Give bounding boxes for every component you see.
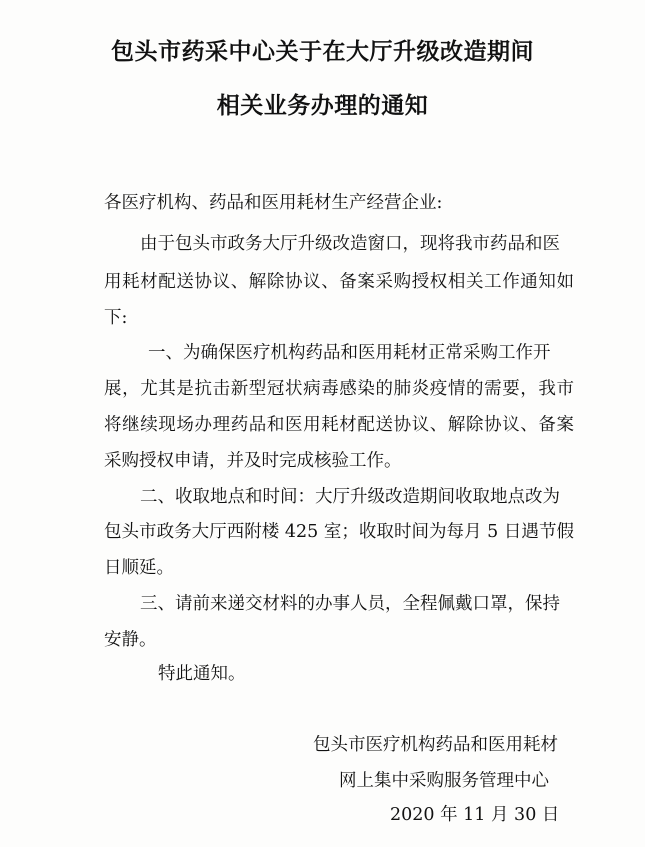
- item-3-line-2: 安静。: [104, 630, 157, 650]
- intro-line-1: 由于包头市政务大厅升级改造窗口，现将我市药品和医: [140, 234, 560, 254]
- intro-line-3: 下:: [104, 308, 128, 328]
- notice-title-line2: 相关业务办理的通知: [216, 93, 429, 119]
- item-1-line-2: 展，尤其是抗击新型冠状病毒感染的肺炎疫情的需要，我市: [104, 379, 574, 399]
- item-1-line-4: 采购授权申请，并及时完成核验工作。: [104, 451, 402, 471]
- item-3-line-1: 三、请前来递交材料的办事人员，全程佩戴口罩，保持: [140, 594, 560, 614]
- item-1-line-3: 将继续现场办理药品和医用耗材配送协议、解除协议、备案: [104, 415, 574, 435]
- signature-org-line2: 网上集中采购服务管理中心: [339, 771, 549, 791]
- item-2-line-2: 包头市政务大厅西附楼 425 室；收取时间为每月 5 日遇节假: [104, 522, 574, 542]
- item-2-line-3: 日顺延。: [104, 558, 174, 578]
- notice-title-line1: 包头市药采中心关于在大厅升级改造期间: [111, 39, 534, 65]
- closing-text: 特此通知。: [158, 664, 246, 684]
- item-2-line-1: 二、收取地点和时间：大厅升级改造期间收取地点改为: [140, 487, 560, 507]
- signature-org-line1: 包头市医疗机构药品和医用耗材: [313, 735, 558, 755]
- signature-date: 2020 年 11 月 30 日: [390, 805, 560, 825]
- item-1-line-1: 一、为确保医疗机构药品和医用耗材正常采购工作开: [148, 343, 551, 363]
- intro-line-2: 用耗材配送协议、解除协议、备案采购授权相关工作通知如: [104, 272, 574, 292]
- salutation: 各医疗机构、药品和医用耗材生产经营企业:: [104, 193, 443, 213]
